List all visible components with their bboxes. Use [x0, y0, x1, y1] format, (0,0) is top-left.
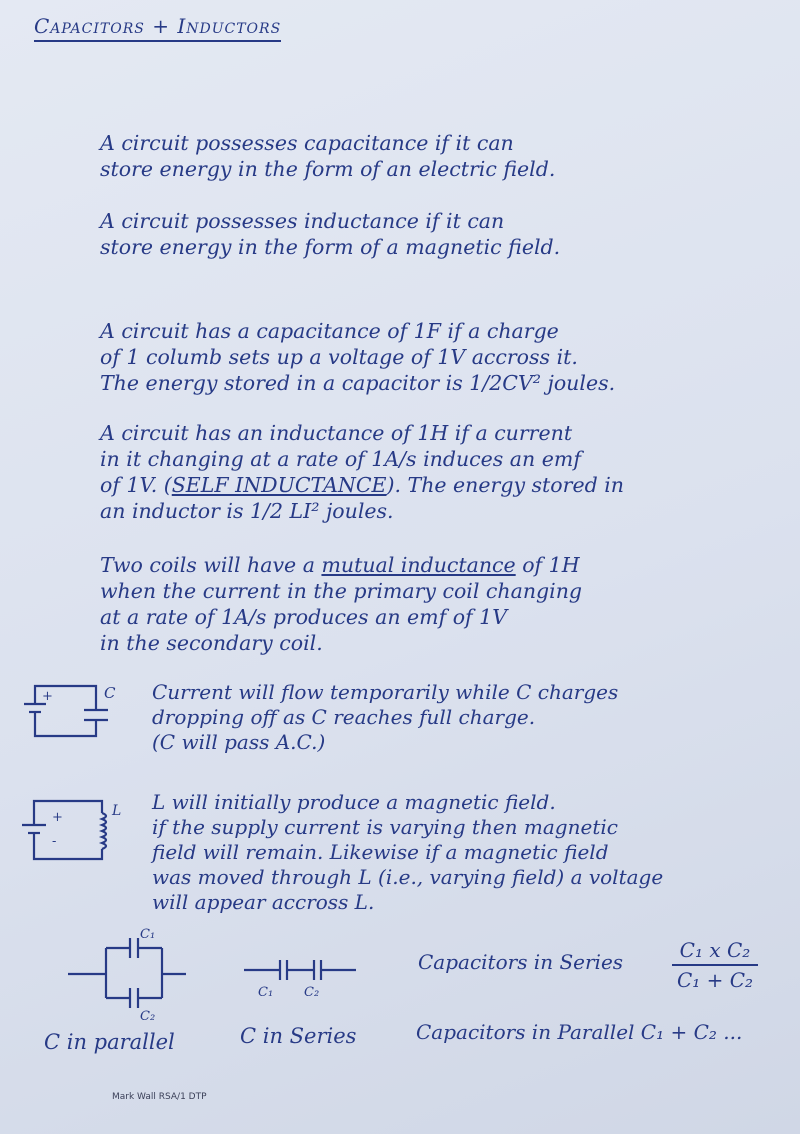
self-inductance-term: SELF INDUCTANCE — [171, 473, 387, 497]
text-fragment: of 1V. ( — [100, 473, 172, 497]
text-line: A circuit has a capacitance of 1F if a charge — [100, 319, 559, 343]
text-line: A circuit possesses capacitance if it can — [100, 131, 514, 155]
inductor-coil — [102, 813, 106, 849]
series-caption: C in Series — [240, 1024, 357, 1048]
text-line: store energy in the form of an electric field. — [100, 157, 556, 181]
text-line: store energy in the form of a magnetic field. — [100, 235, 561, 259]
series-capacitors-diagram — [244, 952, 364, 1002]
text-line: A circuit possesses inductance if it can — [100, 209, 505, 233]
inductor-label: L — [112, 803, 122, 819]
series-formula-fraction — [672, 938, 758, 992]
text-line: The energy stored in a capacitor is 1/2CV² joules. — [100, 371, 616, 395]
text-line: if the supply current is varying then magnetic — [152, 815, 618, 839]
text-line: dropping off as C reaches full charge. — [152, 705, 536, 729]
minus-sign: - — [52, 834, 57, 849]
text-fragment: ). The energy stored in — [386, 473, 624, 497]
text-line: (C will pass A.C.) — [152, 730, 326, 754]
text-line: will appear accross L. — [152, 890, 375, 914]
capacitor-c2-label: C₂ — [304, 985, 320, 1000]
text-line: when the current in the primary coil changing — [100, 579, 583, 603]
capacitor-c1-label: C₁ — [140, 927, 156, 942]
parallel-caption: C in parallel — [44, 1030, 175, 1054]
text-fragment: of 1H — [515, 553, 580, 577]
series-formula-label: Capacitors in Series — [418, 950, 624, 974]
mutual-inductance-paragraph — [100, 552, 582, 656]
mutual-inductance-term: mutual inductance — [321, 553, 516, 577]
text-line: at a rate of 1A/s produces an emf of 1V — [100, 605, 508, 629]
text-line — [100, 472, 624, 498]
inductor-notes — [152, 790, 663, 915]
parallel-capacitors-diagram — [68, 927, 198, 1024]
capacitor-c2-label: C₂ — [140, 1009, 156, 1024]
plus-sign: + — [52, 810, 63, 825]
footer-credit: Mark Wall RSA/1 DTP — [112, 1092, 207, 1102]
page-title: Capacitors + Inductors — [34, 14, 281, 42]
text-line: in the secondary coil. — [100, 631, 323, 655]
parallel-formula: Capacitors in Parallel C₁ + C₂ ... — [416, 1020, 743, 1044]
capacitance-unit-paragraph — [100, 318, 615, 396]
text-line: A circuit has an inductance of 1H if a current — [100, 421, 573, 445]
text-line: in it changing at a rate of 1A/s induces an emf — [100, 447, 581, 471]
capacitor-label: C — [104, 684, 116, 702]
plus-sign: + — [42, 689, 53, 704]
text-line: Current will flow temporarily while C charges — [152, 680, 619, 704]
capacitor-circuit-diagram — [18, 680, 118, 740]
capacitor-notes — [152, 680, 618, 755]
text-fragment: Two coils will have a — [100, 553, 322, 577]
wire-bottom — [34, 833, 102, 859]
text-line: L will initially produce a magnetic field. — [152, 790, 556, 814]
text-line: field will remain. Likewise if a magnetic field — [152, 840, 609, 864]
text-line: an inductor is 1/2 LI² joules. — [100, 499, 394, 523]
text-line — [100, 552, 582, 578]
definition-capacitance — [100, 130, 555, 182]
definition-inductance — [100, 208, 560, 260]
text-line: was moved through L (i.e., varying field) a voltage — [152, 865, 664, 889]
inductance-unit-paragraph — [100, 420, 624, 524]
inductor-circuit-diagram — [18, 795, 128, 865]
wire-bottom — [35, 712, 96, 736]
text-line: of 1 columb sets up a voltage of 1V accross it. — [100, 345, 578, 369]
fraction-denominator: C₁ + C₂ — [676, 968, 754, 992]
capacitor-c1-label: C₁ — [258, 985, 274, 1000]
fraction-numerator: C₁ x C₂ — [672, 938, 758, 966]
wire-top — [34, 801, 102, 825]
